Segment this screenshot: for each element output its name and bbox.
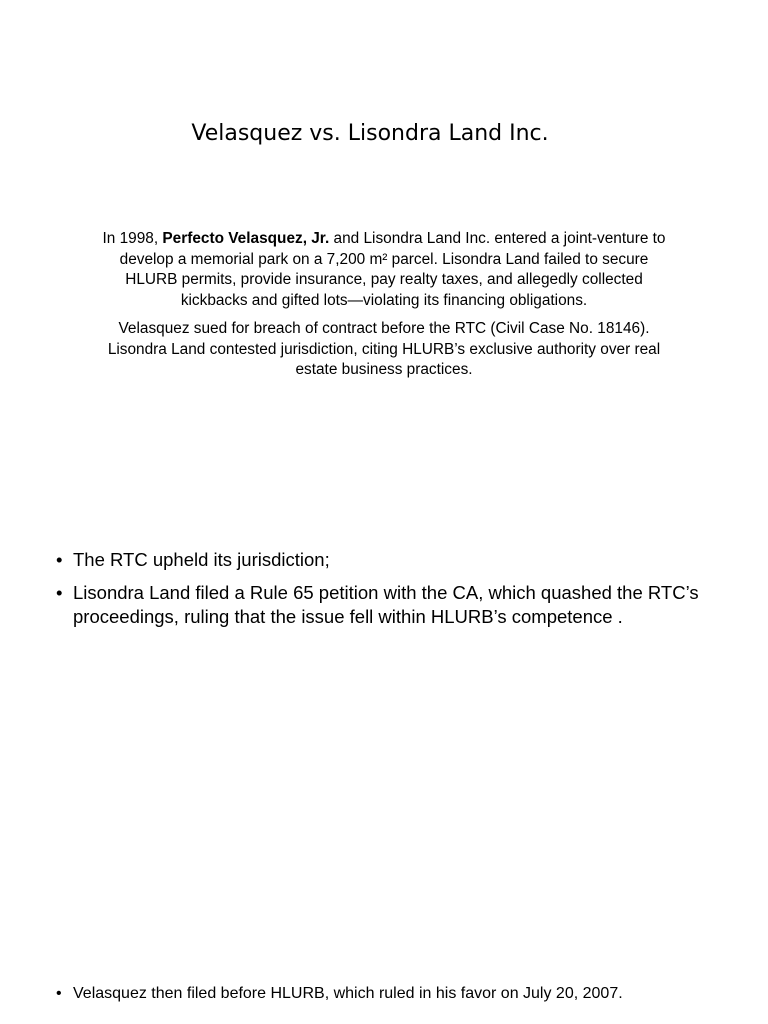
bullet-item xyxy=(56,983,756,1005)
bullet-dot-icon: • xyxy=(56,581,63,603)
summary-paragraph-2: Velasquez sued for breach of contract before the RTC (Civil Case No. 18146). Lisondra Land contested jurisdiction, citing HLURB’s exclusive authority over real estate business practices. xyxy=(107,320,661,378)
bullet-text: Velasquez then filed before HLURB, which ruled in his favor on July 20, 2007. xyxy=(73,985,623,1002)
bullet-dot-icon: • xyxy=(56,985,62,1002)
paragraph-1-rest: and Lisondra Land Inc. entered a joint-venture to develop a memorial park on a 7,200 m² parcel. Lisondra Land failed to secure HLURB permits, provide insurance, pay realty taxes, and allegedly collected kickbacks and gifted lots—violating its financing obligations. xyxy=(119,230,666,309)
proceedings-bullet-list xyxy=(56,548,716,638)
paragraph-1-prefix: In 1998, xyxy=(102,230,163,247)
hlurb-bullet-list xyxy=(56,983,756,1005)
bullet-item xyxy=(56,548,716,573)
petitioner-name: Perfecto Velasquez, Jr. xyxy=(162,230,330,247)
bullet-item xyxy=(56,581,716,630)
case-summary xyxy=(100,229,668,389)
summary-paragraph-1 xyxy=(100,229,668,311)
bullet-text: Lisondra Land filed a Rule 65 petition with the CA, which quashed the RTC’s proceedings, ruling that the issue fell within HLURB’s competence . xyxy=(73,581,699,627)
slide-title: Velasquez vs. Lisondra Land Inc. xyxy=(191,121,549,146)
bullet-text: The RTC upheld its jurisdiction; xyxy=(73,549,330,570)
bullet-dot-icon: • xyxy=(56,549,63,570)
